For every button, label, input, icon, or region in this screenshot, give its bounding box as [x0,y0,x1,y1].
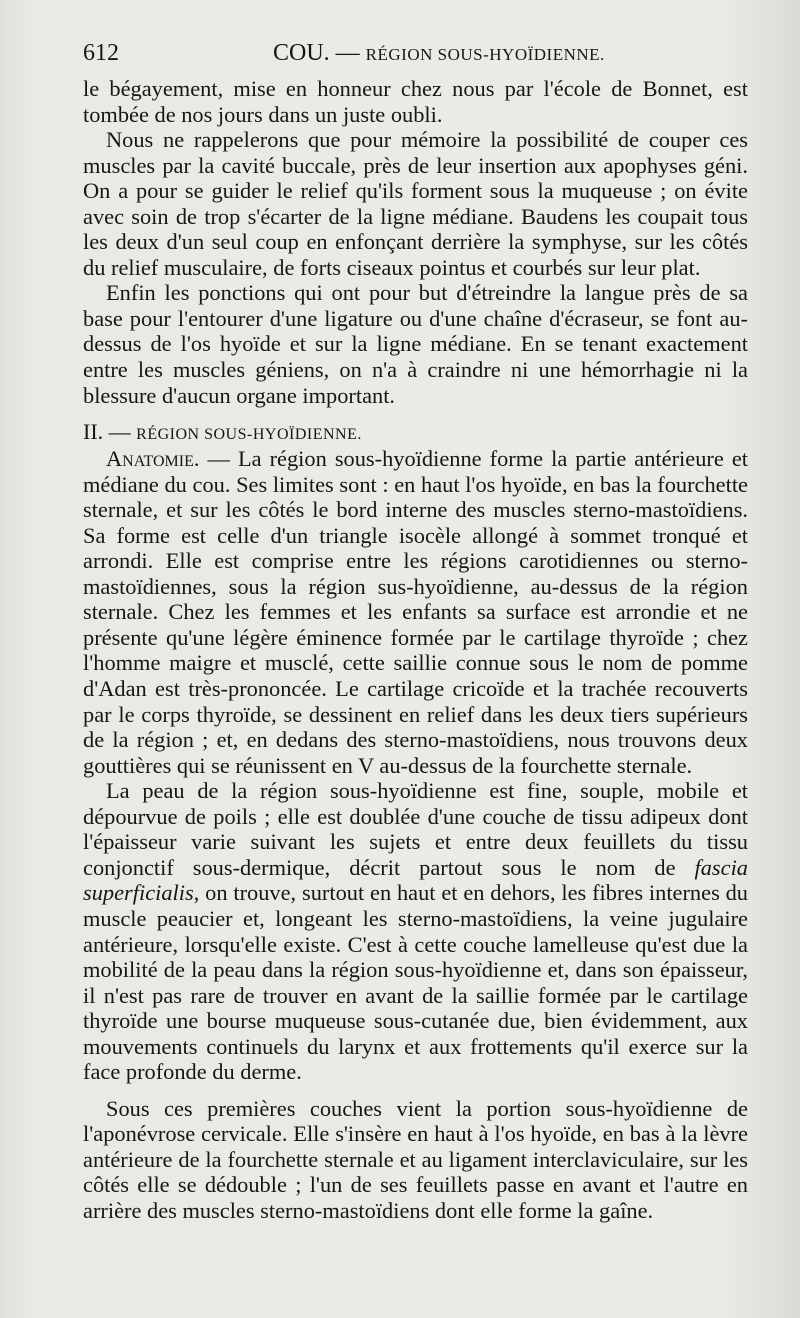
section-heading-title: RÉGION SOUS-HYOÏDIENNE. [136,426,362,444]
running-head-chapter: COU. — [273,40,360,66]
paragraph-aponeurosis: Sous ces premières couches vient la portion sous-hyoïdienne de l'aponévrose cervicale. Elle s'insère en haut à l'os hyoïde, en bas à la lèvre antérieure de la fourchette sternale et au ligament interclaviculaire, sur les côtés elle se dédouble ; l'un de ses feuillets passe en avant et l'autre en arrière des muscles sterno-mastoïdiens dont elle forme la gaîne. [83,1095,748,1223]
page-number: 612 [83,40,119,66]
body-text [83,76,748,1224]
skin-text-italic: fascia superficialis [83,854,748,906]
skin-text-a: La peau de la région sous-hyoïdienne est fine, souple, mobile et dépourvue de poils ; elle est doublée d'une couche de tissu adipeux dont l'épaisseur varie suivant les sujets et entre deux feuillets du tissu conjonctif sous-dermique, décrit partout sous le nom de [83,778,748,880]
paragraph-continuation: le bégayement, mise en honneur chez nous par l'école de Bonnet, est tombée de nos jours dans un juste oubli. [83,76,748,127]
anatomy-text: — La région sous-hyoïdienne forme la partie antérieure et médiane du cou. Ses limites sont : en haut l'os hyoïde, en bas la fourchette sternale, et sur les côtés le bord interne des muscles sterno-mastoïdiens. Sa forme est celle d'un triangle isocèle allongé à sommet tronqué et arrondi. Elle est comprise entre les régions carotidiennes ou sterno-mastoïdiennes, sous la région sus-hyoïdienne, au-dessus de la région sternale. Chez les femmes et les enfants sa surface est arrondie et ne présente qu'une légère éminence formée par le cartilage thyroïde ; chez l'homme maigre et musclé, cette saillie connue sous le nom de pomme d'Adan est très-prononcée. Le cartilage cricoïde et la trachée recouverts par le corps thyroïde, se dessinent en relief dans les deux tiers supérieurs de la région ; et, en dedans des sterno-mastoïdiens, nous trouvons deux gouttières qui se réunissent en V au-dessus de la fourchette sternale. [83,446,748,778]
running-head [273,40,605,67]
skin-text-b: , on trouve, surtout en haut et en dehors, les fibres internes du muscle peaucier et, longeant les sterno-mastoïdiens, la veine jugulaire antérieure, lorsqu'elle existe. C'est à cette couche lamelleuse qu'est due la mobilité de la peau dans la région sous-hyoïdienne et, dans son épaisseur, il n'est pas rare de trouver en avant de la saillie formée par le cartilage thyroïde une bourse muqueuse sous-cutanée due, bien évidemment, aux mouvements continuels du larynx et aux frottements qu'il exerce sur la face profonde du derme. [83,880,748,1085]
page-header [83,40,748,70]
section-heading-number: II. — [83,419,131,445]
running-head-section: RÉGION SOUS-HYOÏDIENNE. [365,45,605,64]
paragraph-anatomy [83,446,748,778]
section-heading [83,408,748,446]
anatomy-label: Anatomie. [106,446,200,472]
paragraph-punctures: Enfin les ponctions qui ont pour but d'étreindre la langue près de sa base pour l'entourer d'une ligature ou d'une chaîne d'écraseur, se font au-dessus de l'os hyoïde et sur la ligne médiane. En se tenant exactement entre les muscles géniens, on n'a à craindre ni une hémorrhagie ni la blessure d'aucun organe important. [83,280,748,408]
paragraph-buccal-cut: Nous ne rappelerons que pour mémoire la possibilité de couper ces muscles par la cavité buccale, près de leur insertion aux apophyses géni. On a pour se guider le relief qu'ils forment sous la muqueuse ; on évite avec soin de trop s'écarter de la ligne médiane. Baudens les coupait tous les deux d'un seul coup en enfonçant derrière la symphyse, sur les côtés du relief musculaire, de forts ciseaux pointus et courbés sur leur plat. [83,127,748,280]
paragraph-skin [83,778,748,1085]
